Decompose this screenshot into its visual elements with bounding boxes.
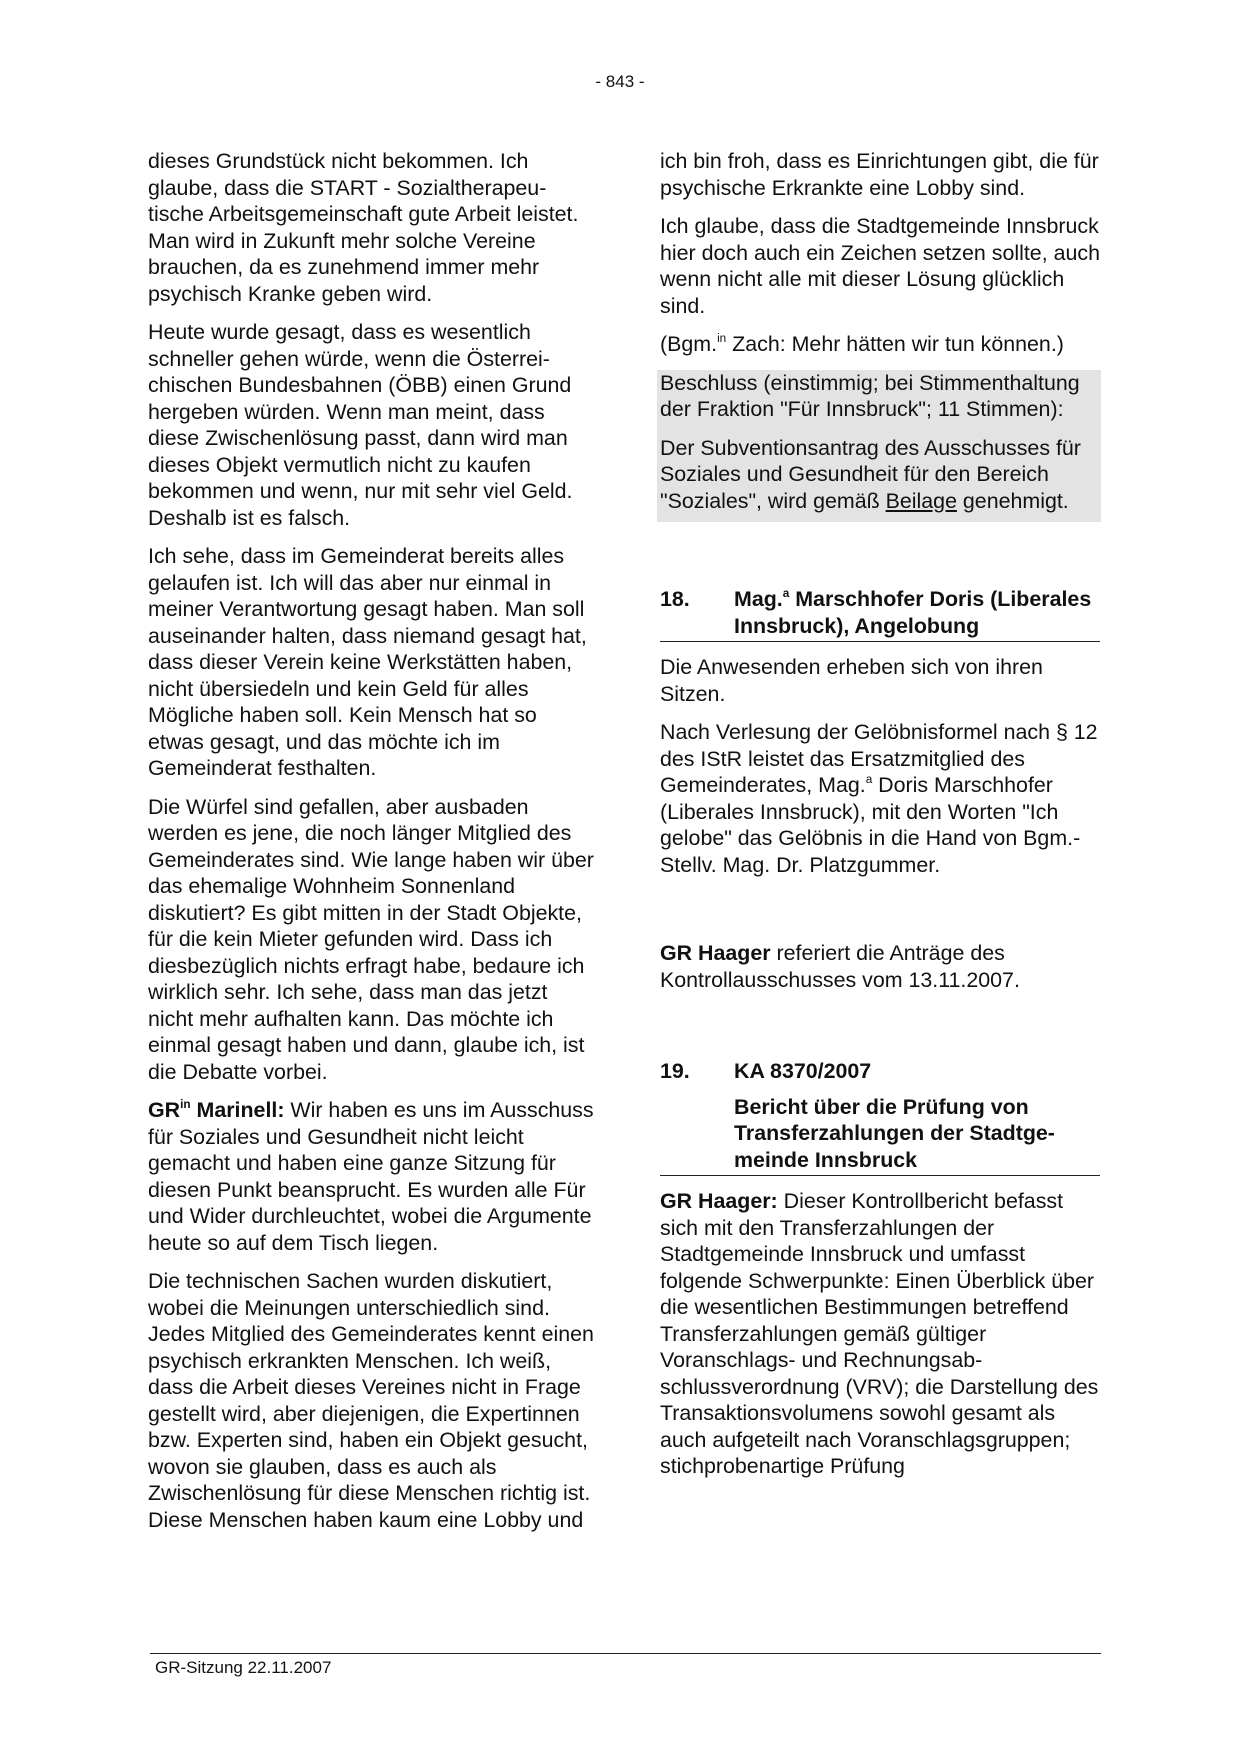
speaker-name: $GR^{in}$ Marinell: [148,1098,285,1122]
paragraph: Ich glaube, dass die Stadtgemeinde Innsbruck hier doch auch ein Zeichen setzen sollte, auch wenn nicht alle mit dieser Lösung glücklich sind. [660,214,1100,318]
speech-paragraph: GR Haager: Dieser Kontrollbericht befasst sich mit den Transferzahlungen der Stadtgemeinde Innsbruck und umfasst folgende Schwerpunkte: Einen Überblick über die wesentlichen Bestimmungen betreffend Transferzahlungen gemäß gültiger Voranschlags- und Rechnungsabschlussverordnung (VRV); die Darstellung des Transaktionsvolumens sowohl gesamt als auch aufgeteilt nach Voranschlagsgruppen; stichprobenartige Prüfung [660,1189,1099,1478]
agenda-title: Bericht über die Prüfung von Transferzahlungen der Stadtgemeinde Innsbruck [734,1094,1055,1172]
paragraph: Die Anwesenden erheben sich von ihren Sitzen. [660,655,1043,706]
footer-session-date: GR-Sitzung 22.11.2007 [155,1658,332,1677]
agenda-item-18 [660,586,1100,642]
paragraph: Ich sehe, dass im Gemeinderat bereits alles gelaufen ist. Ich will das aber nur einmal in meiner Verantwortung gesagt haben. Man soll auseinander halten, dass niemand gesagt hat, dass dieser Verein keine Werkstätten haben, nicht übersiedeln und kein Geld für alles Mögliche haben soll. Kein Mensch hat so etwas gesagt, und das möchte ich im Gemeinderat festhalten. [148,544,587,780]
paragraph: Heute wurde gesagt, dass es wesentlich schneller gehen würde, wenn die Österreichischen Bundesbahnen (ÖBB) einen Grund hergeben würden. Wenn man meint, dass diese Zwischenlösung passt, dann wird man dieses Objekt vermutlich nicht zu kaufen bekommen und wenn, nur mit sehr viel Geld. Deshalb ist es falsch. [148,320,573,530]
speaker-name: GR Haager: [660,1189,778,1213]
footer-divider [150,1653,1101,1654]
speaker-name: GR Haager [660,941,771,965]
resolution-box [657,370,1101,523]
agenda-item-19 [660,1058,1100,1085]
page-number: - 843 - [595,72,645,91]
agenda-title: Mag.$^a$ Marschhofer Doris (Liberales Innsbruck), Angelobung [734,587,1092,638]
agenda-number: 18. [660,587,690,611]
agenda-number: 19. [660,1059,690,1083]
paragraph: ich bin froh, dass es Einrichtungen gibt, die für psychische Erkrankte eine Lobby sind. [660,149,1099,200]
left-column [148,148,594,1545]
agenda-code: KA 8370/2007 [734,1059,872,1083]
paragraph: Nach Verlesung der Gelöbnisformel nach § 12 des IStR leistet das Ersatzmitglied des Gemeinderates, Mag.$^a$ Doris Marschhofer (Liberales Innsbruck), mit den Worten "Ich gelobe" das Gelöbnis in die Hand von Bgm.-Stellv. Mag. Dr. Platzgummer. [660,720,1098,877]
paragraph: GR Haager referiert die Anträge des Kontrollausschusses vom 13.11.2007. [660,941,1020,992]
speech-paragraph: $GR^{in}$ Marinell: Wir haben es uns im Ausschuss für Soziales und Gesundheit nicht leicht gemacht und haben eine ganze Sitzung für diesen Punkt beansprucht. Es wurden alle Für und Wider durchleuchtet, wobei die Argumente heute so auf dem Tisch liegen. [148,1098,594,1255]
paragraph: dieses Grundstück nicht bekommen. Ich glaube, dass die START - Sozialtherapeutische Arbeitsgemeinschaft gute Arbeit leistet. Man wird in Zukunft mehr solche Vereine brauchen, da es zunehmend immer mehr psychisch Kranke geben wird. [148,149,579,306]
paragraph: Die technischen Sachen wurden diskutiert, wobei die Meinungen unterschiedlich sind. Jedes Mitglied des Gemeinderates kennt einen psychisch erkrankten Menschen. Ich weiß, dass die Arbeit dieses Vereines nicht in Frage gestellt wird, aber diejenigen, die Expertinnen bzw. Experten sind, haben ein Objekt gesucht, wovon sie glauben, dass es auch als Zwischenlösung für diese Menschen richtig ist. Diese Menschen haben kaum eine Lobby und [148,1269,594,1532]
right-column [660,148,1100,1492]
remark: (Bgm.$^{in}$ Zach: Mehr hätten wir tun können.) [660,332,1064,356]
resolution-header: Beschluss (einstimmig; bei Stimmenthaltung der Fraktion "Für Innsbruck"; 11 Stimmen): [660,370,1080,421]
attachment-link[interactable]: Beilage [885,488,957,513]
paragraph: Die Würfel sind gefallen, aber ausbaden werden es jene, die noch länger Mitglied des Gemeinderates sind. Wie lange haben wir über das ehemalige Wohnheim Sonnenland diskutiert? Es gibt mitten in der Stadt Objekte, für die kein Mieter gefunden wird. Dass ich diesbezüglich nichts erfragt habe, bedaure ich wirklich sehr. Ich sehe, dass man das jetzt nicht mehr aufhalten kann. Das möchte ich einmal gesagt haben und dann, glaube ich, ist die Debatte vorbei. [148,794,594,1084]
resolution-text: Der Subventionsantrag des Ausschusses für Soziales und Gesundheit für den Bereich "Soziales", wird gemäß Beilage genehmigt. [660,435,1081,513]
agenda-item-19-title [660,1094,1100,1177]
